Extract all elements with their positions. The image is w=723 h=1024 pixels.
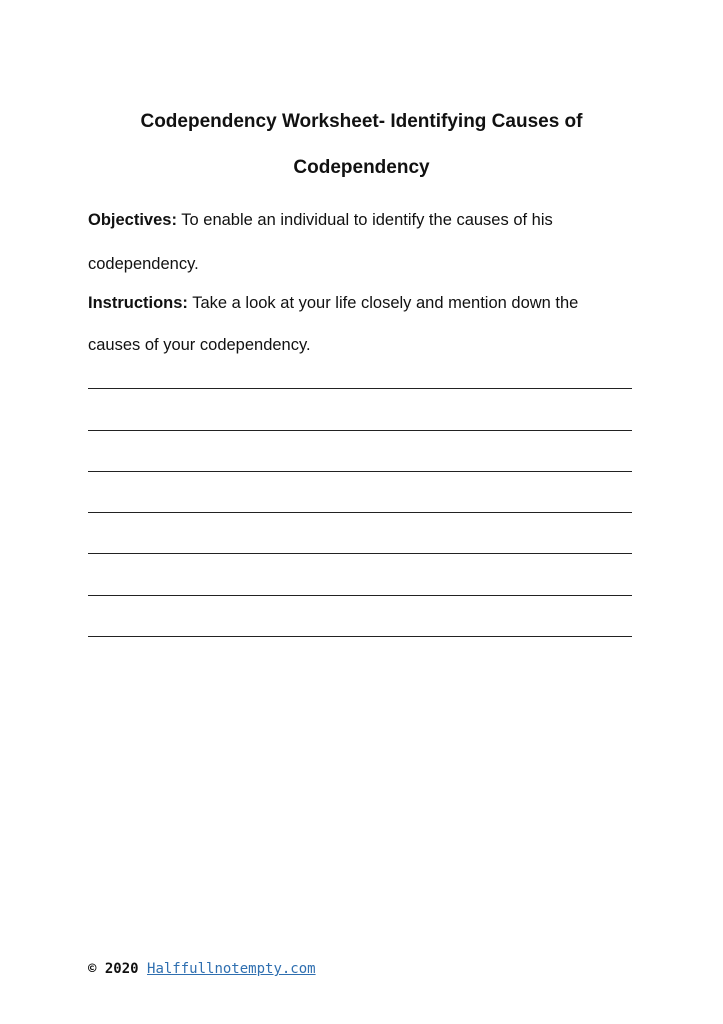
instructions-label: Instructions:: [88, 294, 188, 312]
worksheet-title-line-2: Codependency: [293, 157, 430, 178]
instructions-paragraph-line-2: causes of your codependency.: [88, 336, 311, 354]
answer-line-5[interactable]: [88, 553, 632, 554]
answer-line-6[interactable]: [88, 595, 632, 596]
answer-line-2[interactable]: [88, 430, 632, 431]
objectives-paragraph-line-1: [88, 209, 648, 231]
instructions-paragraph-line-1: [88, 292, 648, 314]
instructions-text-1: Take a look at your life closely and mention down the: [192, 294, 579, 312]
objectives-text-1: To enable an individual to identify the causes of his: [181, 211, 553, 229]
answer-line-3[interactable]: [88, 471, 632, 472]
page-footer: [88, 959, 316, 979]
website-link[interactable]: Halffullnotempty.com: [147, 961, 316, 977]
worksheet-title-line-1: Codependency Worksheet- Identifying Causes of: [140, 111, 583, 132]
objectives-paragraph-line-2: codependency.: [88, 255, 199, 273]
answer-line-4[interactable]: [88, 512, 632, 513]
answer-line-7[interactable]: [88, 636, 632, 637]
copyright-text: © 2020: [88, 961, 139, 977]
answer-line-1[interactable]: [88, 388, 632, 389]
objectives-label: Objectives:: [88, 211, 177, 229]
